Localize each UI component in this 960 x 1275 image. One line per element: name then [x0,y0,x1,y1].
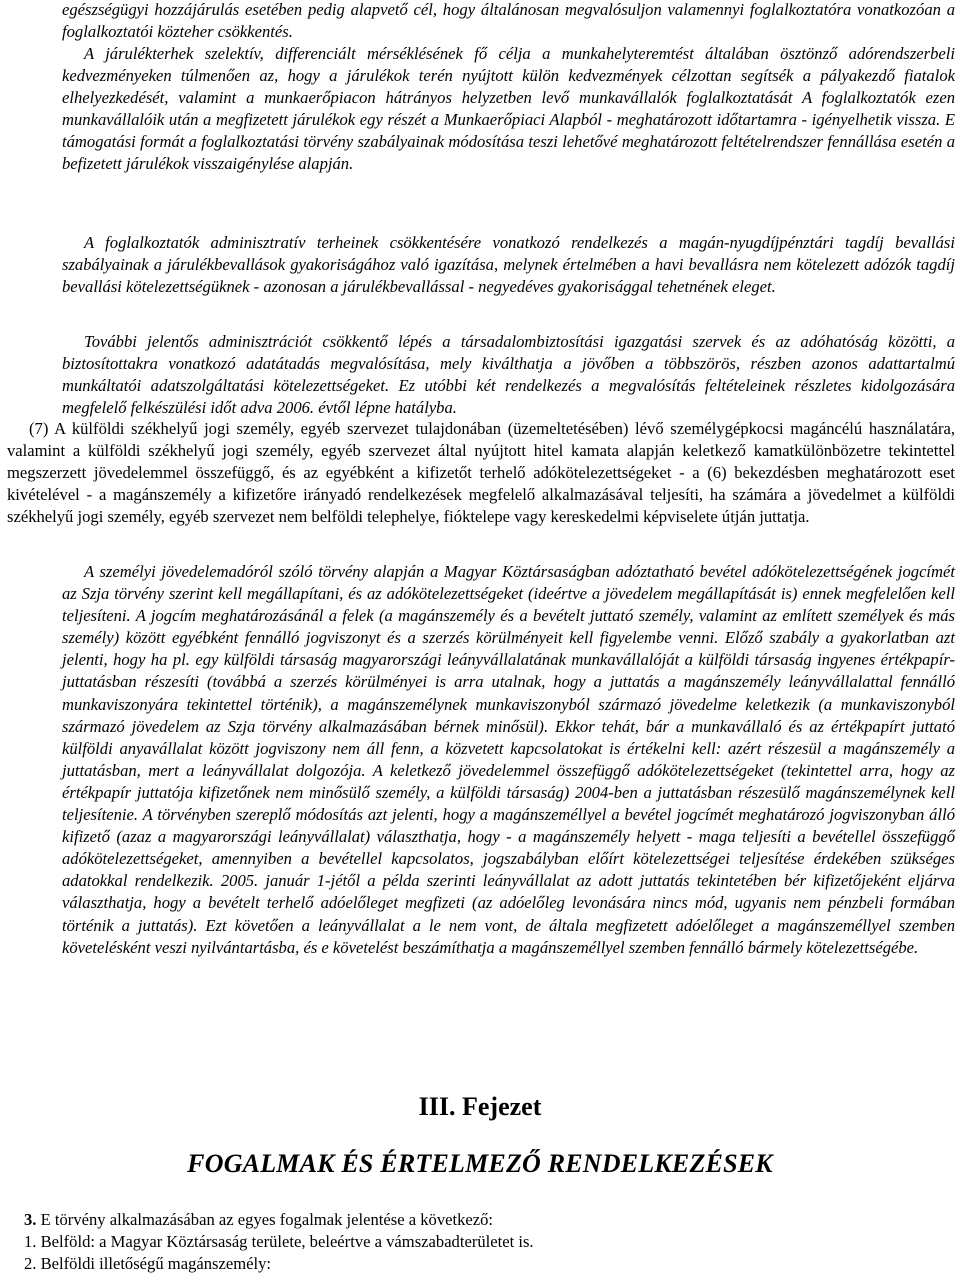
paragraph-section-7: (7) A külföldi székhelyű jogi személy, egyéb szervezet tulajdonában (üzemeltetésében) lévő személygépkocsi magáncélú használatára, valamint a külföldi székhelyű jogi személy, egyéb szervezet által nyújtott hitel kamata alapján keletkező kamatkülönbözetre tekintettel megszerzett jövedelemmel összefüggő, és az egyébként a kifizetőt terhelő adókötelezettségeket - a (6) bekezdésben meghatározott eset kivételével - a magánszemély a kifizetőre irányadó rendelkezések megfelelő alkalmazásával teljesíti, ha számára a jövedelmet a külföldi székhelyű jogi személy, egyéb szervezet nem belföldi telephelye, fióktelepe vagy kereskedelmi képviselete útján juttatja. [7,419,955,527]
paragraph-data-transfer: További jelentős adminisztrációt csökkentő lépés a társadalombiztosítási igazgatási szervek és az adóhatóság közötti, a biztosítottakra vonatkozó adatátadás megvalósítása, mely kiválthatja a jövőben a többszörös, részben azonos adattartalmú munkáltatói adatszolgáltatási kötelezettségeket. Ez utóbbi két rendelkezés a megvalósítás feltételeinek részletes kidolgozására megfelelő felkészülési időt adva 2006. évtől lépne hatályba. [62,332,955,418]
paragraph-explanation: A személyi jövedelemadóról szóló törvény alapján a Magyar Köztársaságban adóztatható bevétel adókötelezettségének jogcímét az Szja törvény szerint kell megállapítani, és az adókötelezettségeket (ideértve a jövedelem megállapítását is) ennek megfelelően kell teljesíteni. A jogcím meghatározásánál a felek (a magánszemély és a bevételt juttató személy, valamint az említett személyek és más személy) között egyébként fennálló jogviszonyt és a szerzés körülményeit kell figyelembe venni. Előző szabály a gyakorlatban azt jelenti, hogy ha pl. egy külföldi társaság magyarországi leányvállalatának munkavállalóját a külföldi társaság ingyenes értékpapír-juttatásban részesíti (továbbá a szerzés körülményei is arra utalnak, hogy a juttatás a magánszemély leányvállalattal fennálló munkaviszonyára tekintettel történik), a magánszemélynek munkaviszonyból származó jövedelme keletkezik (a munkaviszonyból származó jövedelem az Szja törvény alkalmazásában bérnek minősül). Ekkor tehát, bár a munkavállaló és az értékpapírt juttató külföldi anyavállalat között jogviszony nem áll fenn, a közvetett kapcsolatokat is értékelni kell: azért részesül a magánszemély a juttatásban, mert a leányvállalat dolgozója. A keletkező jövedelemmel összefüggő adókötelezettségeket (tekintettel arra, hogy az értékpapír juttatója kifizetőnek nem minősülő személy, a külföldi társaság) 2004-ben a juttatásban részesülő magánszemélynek kell teljesítenie. A törvényben szereplő módosítás azt jelenti, hogy a magánszeméllyel a bevétel jogcímét meghatározó jogviszonyban álló kifizető (azaz a magyarországi leányvállalat) választhatja, hogy - a magánszemély helyett - maga teljesíti a bevétellel összefüggő adókötelezettségeket, amennyiben a bevétellel kapcsolatos, jogszabályban előírt kötelezettségei teljesítése érdekében szükséges adatokkal rendelkezik. 2005. január 1-jétől a példa szerinti leányvállalat az adott juttatás tekintetében bér kifizetőjeként eljárva választhatja, hogy a bevételt terhelő adóelőleget megfizeti (az adóelőleg levonására nincs mód, ugyanis nem pénzbeli formában történik a juttatás). Ezt követően a leányvállalat a le nem vont, de általa megfizetett adóelőleget a magánszeméllyel szemben követelésként veszi nyilvántartásba, és e követelést beszámíthatja a magánszeméllyel szemben fennálló bármely kötelezettségébe. [62,562,955,957]
paragraph-intro-end: egészségügyi hozzájárulás esetében pedig alapvető cél, hogy általánosan megvalósuljon valamennyi foglalkoztatóra vonatkozóan a foglalkoztatói közteher csökkentés. [62,0,955,42]
paragraph-contribution-reduction: A járulékterhek szelektív, differenciált mérséklésének fő célja a munkahelyteremtést általában ösztönző adórendszerbeli kedvezményeken túlmenően az, hogy a járulékok terén nyújtott külön kedvezmények célzottan segítsék a pályakezdő fiatalok elhelyezkedését, valamint a munkaerőpiacon hátrányos helyzetben levő munkavállalók foglalkoztatását A foglalkoztatók ezen munkavállalóik után a megfizetett járulékok egy részét a Munkaerőpiaci Alapból - meghatározott időtartamra - igényelhetik vissza. E támogatási formát a foglalkoztatási törvény szabályainak módosítása teszi lehetővé meghatározott feltételrendszer fennállása esetén a befizetett járulékok visszaigénylése alapján. [62,44,955,174]
section-3-line [24,1210,493,1230]
paragraph-admin-burden: A foglalkoztatók adminisztratív terheinek csökkentésére vonatkozó rendelkezés a magán-nyugdíjpénztári tagdíj bevallási szabályainak a járulékbevallások gyakoriságához való igazítása, melynek értelmében a havi bevallásra nem kötelezett adózók tagdíj bevallási kötelezettségüknek - azonosan a járulékbevallással - negyedéves gyakorisággal tehetnének eleget. [62,233,955,297]
chapter-heading: FOGALMAK ÉS ÉRTELMEZŐ RENDELKEZÉSEK [187,1149,773,1178]
section-intro: E törvény alkalmazásában az egyes fogalmak jelentése a következő: [36,1210,494,1229]
chapter-title: III. Fejezet [418,1092,542,1121]
definition-item-1: 1. Belföld: a Magyar Köztársaság területe, beleértve a vámszabadterületet is. [24,1232,534,1251]
definition-item-2: 2. Belföldi illetőségű magánszemély: [24,1254,272,1273]
section-number: 3. [24,1210,37,1229]
